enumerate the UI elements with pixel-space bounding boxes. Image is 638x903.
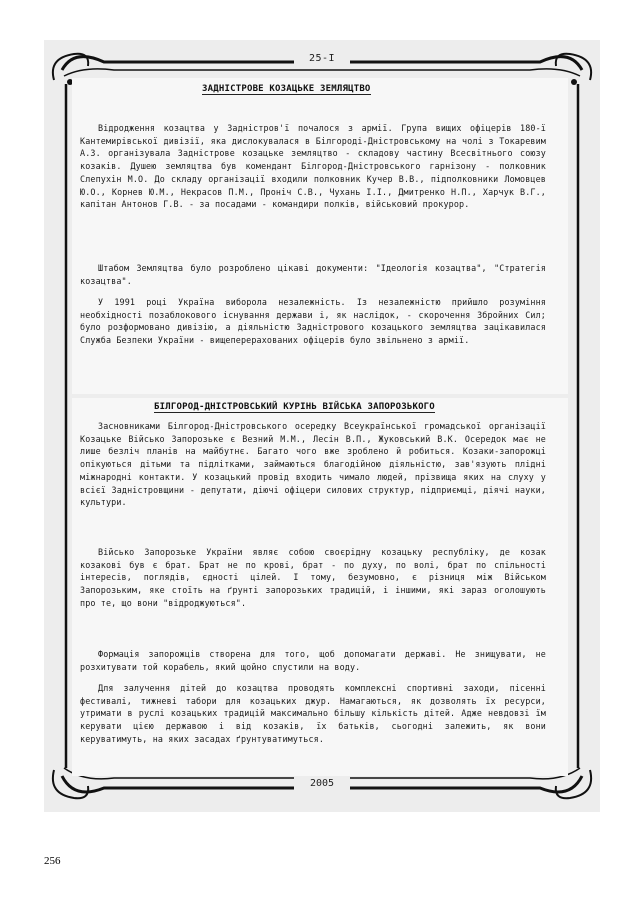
article-1-paragraph-3: У 1991 році Україна виборола незалежність. Із незалежністю прийшло розуміння необхідності позаблокового існування держави і, як наслідок, - скорочення Збройних Сил; було розформовано дивізію, а діяльністю Задністрового козацького земляцтва зацікавилася Служба Безпеки України - вищеперерахованих офіцерів було звільнено з армії. [80,297,546,346]
newspaper-page-label: 25-I [308,53,336,64]
newspaper-year-label: 2005 [309,778,335,789]
article-2-paragraph-1: Засновниками Білгород-Дністровського осередку Всеукраїнської громадської організації Козацьке Військо Запорозьке є Везний М.М., Лесін В.П., Жуковський В.К. Осередок має не лише безліч планів на майбутнє. Багато чого вже зроблено й робиться. Козаки-запорожці опікуються дітьми та підлітками, займаються благодійною діяльністю, зав'язують плідні міжнародні контакти. У козацький провід входить чимало людей, прізвища яких на слуху у всієї Задністровщини - депутати, діючі офіцери силових структур, підприємці, діячі науки, культури. [80,421,546,508]
page-number: 256 [44,855,61,867]
article-2-paragraph-4: Для залучення дітей до козацтва проводять комплексні спортивні заходи, пісенні фестивалі, тижневі табори для козацьких джур. Намагаються, як дозволять їх ресурси, утримати в руслі козацьких традицій максимально більшу кількість дітей. Адже невдовзі їм керувати цією державою і від козаків, їх батьків, сьогодні залежить, як вони керуватимуть, на яких засадах ґрунтуватимуться. [80,683,546,744]
article-1-paragraph-1: Відродження козацтва у Задністров'ї почалося з армії. Група вищих офіцерів 180-ї Кантемирівської дивізії, яка дислокувалася в Білгороді-Дністровському на чолі з Токаревим А.З. організувала Задністрове козацьке земляцтво - складову частину Всесвітнього союзу козаків. Душею земляцтва був комендант Білгород-Дністровського гарнізону - полковник Слепухін М.О. До складу організації входили полковник Кучер В.В., підполковники Ломовцев Ю.О., Корнев Ю.М., Некрасов П.М., Проніч С.В., Чухань І.І., Дмитренко Н.П., Харчук В.Г., капітан Антонов Г.В. - за посадами - командири полків, військовий прокурор. [80,123,546,210]
article-2-paragraph-2: Військо Запорозьке України являє собою своєрідну козацьку республіку, де козак козакові був є брат. Брат не по крові, брат - по духу, по волі, брат по спільності інтересів, поглядів, єдності цілей. І тому, безумовно, є різниця між Військом Запорозьким, яке стоїть на ґрунті запорозьких традицій, і іншими, які зараз оголошують про те, що вони "відроджуються". [80,547,546,608]
article-1-title: ЗАДНІСТРОВЕ КОЗАЦЬКЕ ЗЕМЛЯЦТВО [202,84,371,94]
article-1-paragraph-2: Штабом Земляцтва було розроблено цікаві документи: "Ідеологія козацтва", "Стратегія козацтва". [80,263,546,286]
article-2-paragraph-3: Формація запорожців створена для того, щоб допомагати державі. Не знищувати, не розхитувати той корабель, який щойно спустили на воду. [80,649,546,672]
article-2-title: БІЛГОРОД-ДНІСТРОВСЬКИЙ КУРІНЬ ВІЙСЬКА ЗАПОРОЗЬКОГО [154,402,435,412]
scanned-newspaper-page [44,40,600,812]
